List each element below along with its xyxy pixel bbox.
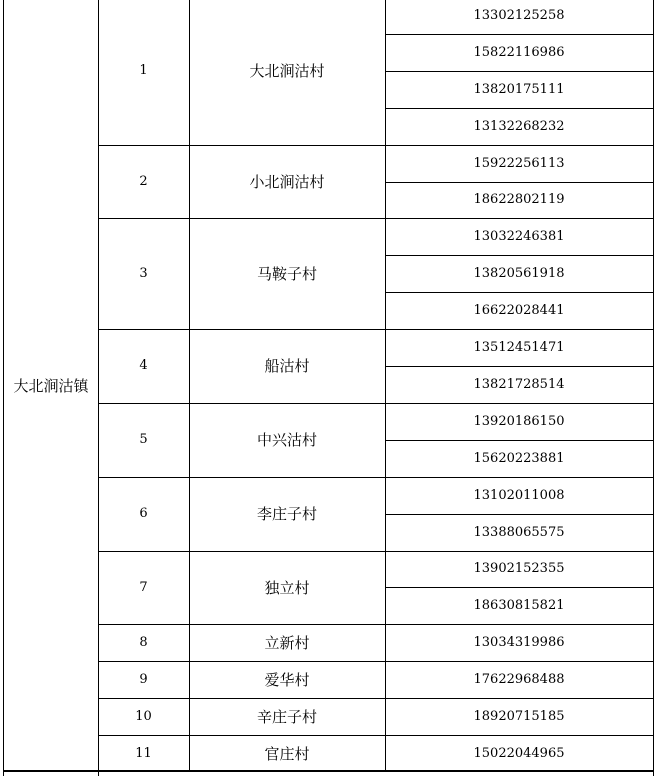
phone-number: 13132268232 — [473, 118, 565, 134]
phone-number: 13820175111 — [473, 81, 565, 97]
town-cell: 大北涧沽镇 — [13, 376, 89, 395]
grid-line-vertical — [3, 0, 4, 776]
row-index: 3 — [139, 266, 148, 282]
village-name: 中兴沽村 — [256, 431, 317, 450]
phone-number: 13512451471 — [473, 340, 565, 356]
row-index: 2 — [139, 173, 148, 189]
phone-number: 13902152355 — [473, 561, 565, 577]
phone-number: 16622028441 — [473, 303, 565, 319]
village-name: 爱华村 — [264, 671, 310, 690]
phone-number: 15822116986 — [473, 44, 565, 60]
village-name: 大北涧沽村 — [249, 62, 325, 81]
row-index: 10 — [135, 709, 152, 725]
row-index: 11 — [135, 745, 152, 761]
phone-number: 13388065575 — [473, 524, 565, 540]
row-index: 5 — [139, 432, 148, 448]
village-name: 独立村 — [264, 578, 310, 597]
row-index: 9 — [139, 672, 148, 688]
phone-number: 13034319986 — [473, 635, 565, 651]
phone-number: 15620223881 — [473, 450, 565, 466]
row-index: 1 — [139, 63, 148, 79]
phone-number: 13102011008 — [473, 487, 565, 503]
phone-number: 18920715185 — [473, 709, 565, 725]
village-name: 辛庄子村 — [256, 708, 317, 727]
row-index: 8 — [139, 635, 148, 651]
phone-number: 18622802119 — [473, 192, 565, 208]
phone-number: 13032246381 — [473, 229, 565, 245]
village-name: 马鞍子村 — [256, 265, 317, 284]
phone-number: 15922256113 — [473, 155, 565, 171]
phone-number: 13820561918 — [473, 266, 565, 282]
phone-number: 17622968488 — [473, 672, 565, 688]
phone-number: 18630815821 — [473, 598, 565, 614]
grid-line-vertical — [653, 0, 654, 776]
row-index: 7 — [139, 579, 148, 595]
village-name: 立新村 — [264, 634, 310, 653]
phone-number: 13302125258 — [473, 7, 565, 23]
phone-number: 15022044965 — [473, 745, 565, 761]
village-name: 小北涧沽村 — [249, 172, 325, 191]
row-index: 4 — [139, 358, 148, 374]
village-name: 官庄村 — [264, 744, 310, 763]
row-index: 6 — [139, 506, 148, 522]
village-name: 船沽村 — [264, 357, 310, 376]
village-name: 李庄子村 — [256, 505, 317, 524]
phone-number: 13920186150 — [473, 413, 565, 429]
phone-number: 13821728514 — [473, 376, 565, 392]
